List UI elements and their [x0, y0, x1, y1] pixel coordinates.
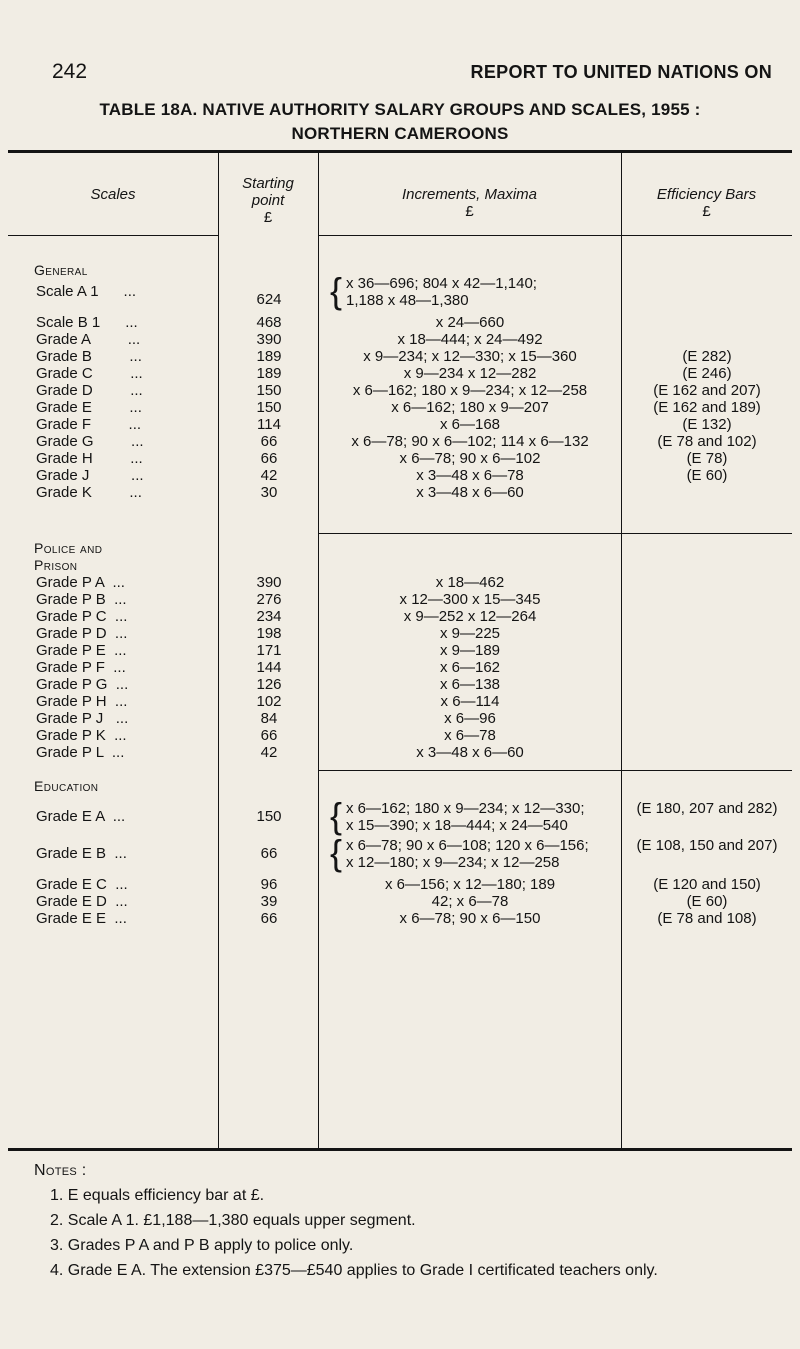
row-increments: x 6—78; 90 x 6—102; 114 x 6—132: [351, 433, 589, 450]
row-efficiency: (E 246): [682, 365, 732, 382]
header-underline-increments: [318, 235, 621, 236]
row-start: 66: [260, 727, 278, 744]
row-start: 468: [256, 314, 282, 331]
section-police-line2: Prison: [34, 557, 78, 573]
brace-icon: {: [330, 270, 343, 311]
row-start: 390: [256, 574, 282, 591]
header-underline-efficiency: [621, 235, 792, 236]
row-increments: [318, 270, 622, 311]
row-increments-line2: 1,188 x 48—1,380: [346, 292, 469, 309]
row-start: 114: [257, 416, 281, 433]
row-start: 144: [256, 659, 282, 676]
row-start: 102: [256, 693, 282, 710]
row-label: Grade E E ...: [36, 910, 127, 927]
note-item: 1. E equals efficiency bar at £.: [50, 1187, 265, 1204]
row-label: Grade K ...: [36, 484, 142, 501]
row-increments: x 18—462: [435, 574, 505, 591]
section-police-line1: Police and: [34, 540, 103, 556]
notes-heading: Notes :: [34, 1162, 87, 1179]
row-increments-line1: x 36—696; 804 x 42—1,140;: [346, 275, 537, 292]
row-efficiency: (E 108, 150 and 207): [636, 837, 778, 854]
row-increments: x 9—252 x 12—264: [403, 608, 537, 625]
row-increments: x 6—114: [440, 693, 500, 710]
note-item: 3. Grades P A and P B apply to police only.: [50, 1237, 354, 1254]
row-increments: x 6—162: [439, 659, 501, 676]
header-efficiency-unit: £: [702, 203, 711, 220]
row-start: 150: [256, 808, 282, 825]
row-label: Scale A 1 ...: [36, 283, 137, 300]
row-efficiency: (E 132): [682, 416, 732, 433]
row-label: Grade F ...: [36, 416, 142, 433]
table-top-rule: [8, 150, 792, 153]
row-start: 198: [256, 625, 282, 642]
row-increments: x 9—225: [439, 625, 501, 642]
table-title-line2: NORTHERN CAMEROONS: [291, 124, 509, 143]
row-increments: x 18—444; x 24—492: [397, 331, 543, 348]
row-increments: x 6—156; x 12—180; 189: [384, 876, 556, 893]
row-label: Grade P G ...: [36, 676, 129, 693]
header-efficiency-text: Efficiency Bars: [656, 186, 757, 203]
row-efficiency: (E 120 and 150): [653, 876, 761, 893]
header-starting-unit: £: [263, 209, 273, 226]
header-scales: [8, 186, 218, 203]
header-increments: [318, 186, 621, 220]
row-label: Grade P L ...: [36, 744, 125, 761]
row-start: 66: [260, 910, 278, 927]
row-increments: x 6—162; 180 x 9—207: [391, 399, 549, 416]
row-label: Grade P D ...: [36, 625, 128, 642]
row-label: Grade B ...: [36, 348, 142, 365]
row-efficiency: (E 60): [686, 893, 728, 910]
header-efficiency: [621, 186, 792, 220]
row-increments: x 12—300 x 15—345: [399, 591, 541, 608]
row-increments: x 3—48 x 6—78: [416, 467, 524, 484]
row-start: 150: [256, 382, 282, 399]
row-label: Grade J ...: [36, 467, 144, 484]
row-start: 624: [256, 291, 282, 308]
row-increments: x 6—96: [444, 710, 496, 727]
row-increments: x 24—660: [435, 314, 505, 331]
header-starting-point: [218, 175, 318, 226]
row-increments: [318, 795, 622, 836]
row-increments: [318, 832, 622, 873]
row-start: 150: [256, 399, 282, 416]
header-scales-text: Scales: [90, 186, 136, 203]
header-starting-line1: Starting: [242, 175, 294, 192]
row-increments: x 6—78: [444, 727, 496, 744]
police-section-rule: [318, 533, 792, 534]
row-label: Grade E A ...: [36, 808, 126, 825]
row-start: 66: [260, 450, 278, 467]
row-efficiency: (E 78 and 108): [657, 910, 757, 927]
row-start: 126: [256, 676, 282, 693]
section-education: Education: [34, 778, 99, 794]
brace-icon: {: [330, 795, 343, 836]
header-increments-unit: £: [465, 203, 474, 220]
row-label: Grade P K ...: [36, 727, 127, 744]
row-label: Grade P H ...: [36, 693, 128, 710]
row-label: Grade P B ...: [36, 591, 127, 608]
row-label: Grade E D ...: [36, 893, 128, 910]
notes: [34, 1158, 774, 1283]
row-start: 171: [256, 642, 282, 659]
row-label: Grade P A ...: [36, 574, 125, 591]
row-start: 42: [260, 744, 278, 761]
row-label: Grade E B ...: [36, 845, 127, 862]
note-item: 2. Scale A 1. £1,188—1,380 equals upper segment.: [50, 1212, 416, 1229]
row-increments: x 9—189: [439, 642, 501, 659]
row-label: Grade P E ...: [36, 642, 127, 659]
row-label: Grade E ...: [36, 399, 142, 416]
column-divider-1: [218, 152, 219, 1148]
education-section-rule: [318, 770, 792, 771]
table-bottom-rule: [8, 1148, 792, 1151]
table-title: [0, 98, 800, 146]
table-title-line1: TABLE 18A. NATIVE AUTHORITY SALARY GROUPS AND SCALES, 1955 :: [99, 100, 701, 119]
row-start: 66: [260, 845, 278, 862]
row-increments: x 6—162; 180 x 9—234; x 12—258: [352, 382, 588, 399]
row-increments: x 6—78; 90 x 6—150: [399, 910, 541, 927]
row-increments: x 6—78; 90 x 6—102: [399, 450, 541, 467]
page-header: [0, 60, 800, 90]
row-label: Grade G ...: [36, 433, 144, 450]
row-efficiency: (E 162 and 189): [653, 399, 761, 416]
row-start: 189: [256, 348, 282, 365]
header-starting-line2: point: [251, 192, 285, 209]
row-start: 66: [260, 433, 278, 450]
row-increments-line1: x 6—162; 180 x 9—234; x 12—330;: [346, 800, 585, 817]
row-start: 30: [260, 484, 278, 501]
row-label: Grade A ...: [36, 331, 141, 348]
row-label: Scale B 1 ...: [36, 314, 138, 331]
row-start: 96: [260, 876, 278, 893]
row-start: 276: [256, 591, 282, 608]
brace-icon: {: [330, 832, 343, 873]
header-underline-scales: [8, 235, 218, 236]
row-increments: x 9—234 x 12—282: [403, 365, 537, 382]
row-increments: x 9—234; x 12—330; x 15—360: [363, 348, 577, 365]
row-label: Grade P C ...: [36, 608, 128, 625]
note-item: 4. Grade E A. The extension £375—£540 applies to Grade I certificated teachers only.: [50, 1262, 658, 1279]
row-start: 234: [256, 608, 282, 625]
row-label: Grade C ...: [36, 365, 143, 382]
row-increments: x 6—168: [439, 416, 501, 433]
row-start: 39: [260, 893, 278, 910]
row-label: Grade D ...: [36, 382, 143, 399]
header-increments-text: Increments, Maxima: [401, 186, 538, 203]
row-efficiency: (E 78 and 102): [657, 433, 757, 450]
row-increments: x 3—48 x 6—60: [416, 744, 524, 761]
row-increments-line2: x 15—390; x 18—444; x 24—540: [346, 817, 568, 834]
row-increments-line2: x 12—180; x 9—234; x 12—258: [346, 854, 560, 871]
row-efficiency: (E 60): [686, 467, 728, 484]
row-efficiency: (E 162 and 207): [653, 382, 761, 399]
row-start: 42: [260, 467, 278, 484]
row-start: 390: [256, 331, 282, 348]
row-efficiency: (E 78): [686, 450, 728, 467]
row-label: Grade P F ...: [36, 659, 126, 676]
row-increments-line1: x 6—78; 90 x 6—108; 120 x 6—156;: [346, 837, 589, 854]
row-increments: x 3—48 x 6—60: [416, 484, 524, 501]
row-efficiency: (E 180, 207 and 282): [636, 800, 778, 817]
row-label: Grade P J ...: [36, 710, 129, 727]
running-head: REPORT TO UNITED NATIONS ON: [470, 62, 772, 82]
row-increments: x 6—138: [439, 676, 501, 693]
page-number: 242: [52, 60, 88, 83]
row-label: Grade E C ...: [36, 876, 128, 893]
row-start: 84: [260, 710, 278, 727]
row-label: Grade H ...: [36, 450, 143, 467]
row-start: 189: [256, 365, 282, 382]
section-general: General: [34, 262, 88, 278]
row-efficiency: (E 282): [682, 348, 732, 365]
row-increments: 42; x 6—78: [431, 893, 509, 910]
